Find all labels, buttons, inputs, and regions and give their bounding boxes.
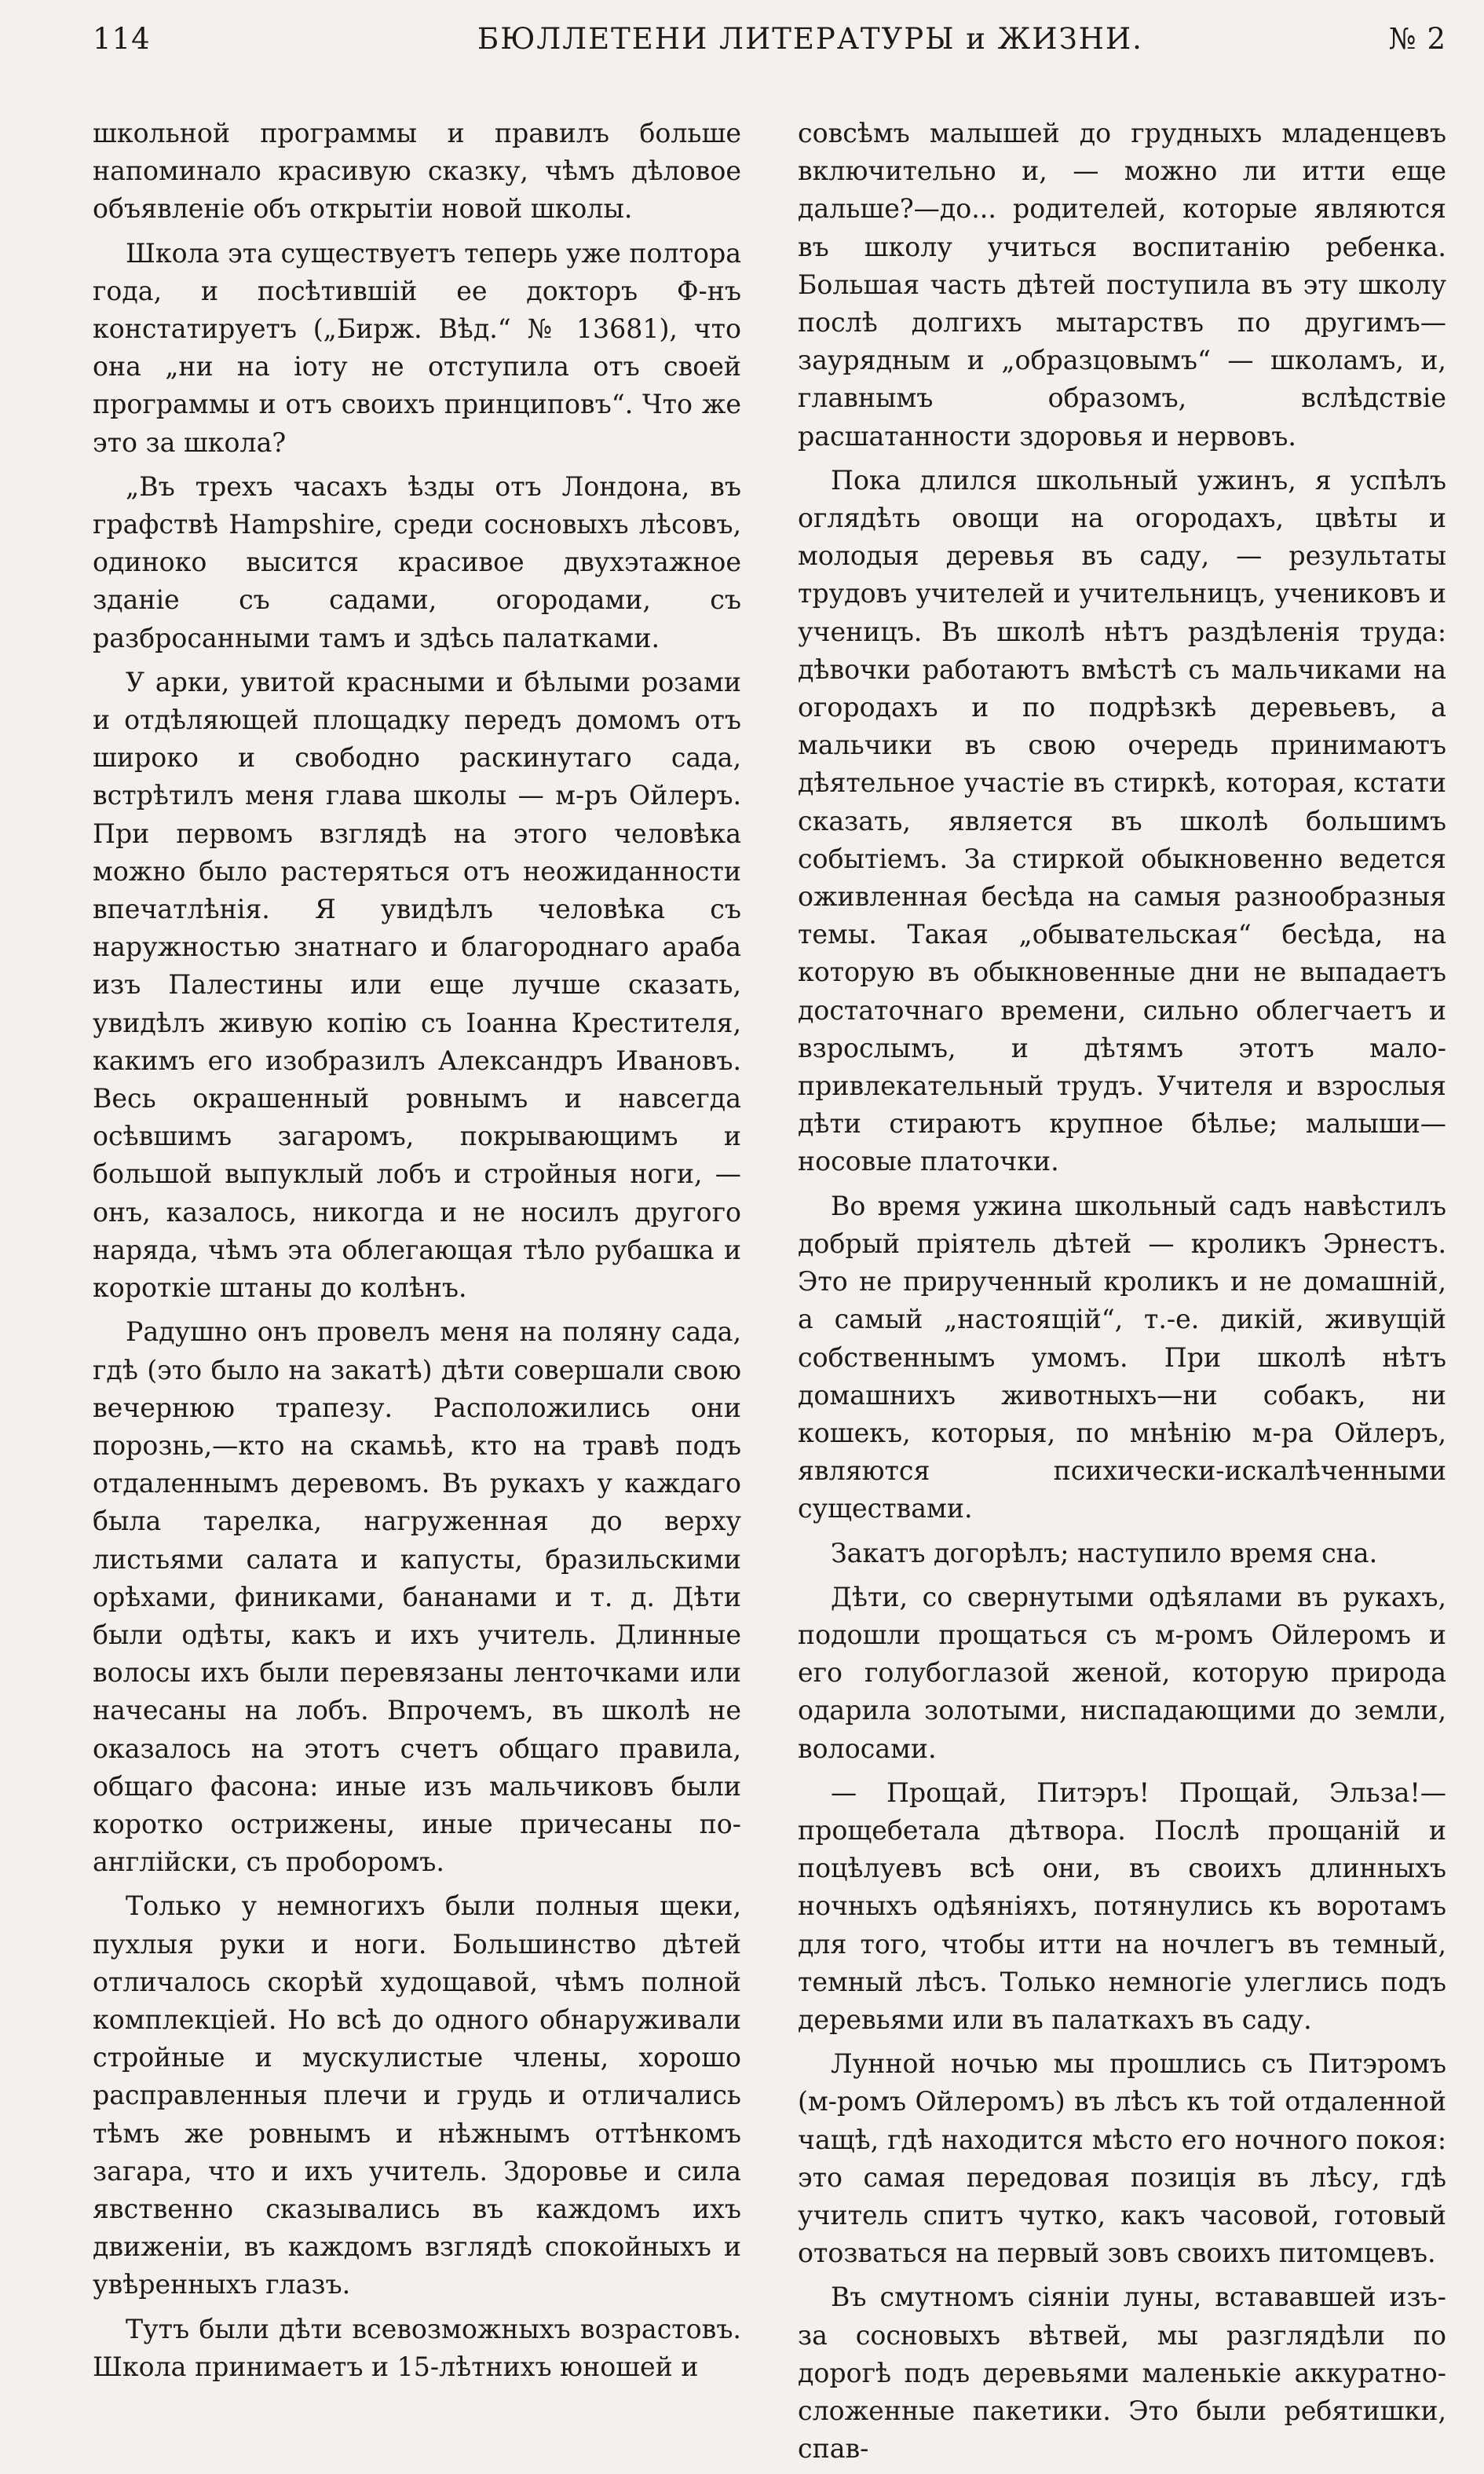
issue-number: № 2 [1388,22,1446,56]
page-number: 114 [93,22,151,56]
paragraph: Въ смутномъ сіяніи луны, встававшей изъ-за сосновыхъ вѣтвей, мы разглядѣли по дорогѣ подъ деревьями маленькіе аккуратно-сложенные пакетики. Это были ребятишки, спав- [798,2282,1446,2465]
paragraph: — Прощай, Питэръ! Прощай, Эльза!—прощебетала дѣтвора. Послѣ прощаній и поцѣлуевъ всѣ они, въ своихъ длинныхъ ночныхъ одѣяніяхъ, потянулись къ воротамъ для того, чтобы итти на ночлегъ въ темный, темный лѣсъ. Только немногіе улеглись подъ деревьями или въ палаткахъ въ саду. [798,1777,1446,2035]
left-column [93,115,741,2474]
paragraph: Дѣти, со свернутыми одѣялами въ рукахъ, подошли прощаться съ м-ромъ Ойлеромъ и его голубоглазой женой, которую природа одарила золотыми, ниспадающими до земли, волосами. [798,1581,1446,1764]
paragraph: Школа эта существуетъ теперь уже полтора года, и посѣтившій ее докторъ Ф-нъ констатируетъ („Бирж. Вѣд.“ № 13681), что она „ни на іоту не отступила отъ своей программы и отъ своихъ принциповъ“. Что же это за школа? [93,237,741,458]
paragraph: „Въ трехъ часахъ ѣзды отъ Лондона, въ графствѣ Hampshire, среди сосновыхъ лѣсовъ, одиноко высится красивое двухэтажное зданіе съ садами, огородами, съ разбросанными тамъ и здѣсь палатками. [93,470,741,653]
paragraph: Пока длился школьный ужинъ, я успѣлъ оглядѣть овощи на огородахъ, цвѣты и молодыя деревья въ саду, — результаты трудовъ учителей и учительницъ, учениковъ и ученицъ. Въ школѣ нѣтъ раздѣленія труда: дѣвочки работаютъ вмѣстѣ съ мальчиками на огородахъ и по подрѣзкѣ деревьевъ, а мальчики въ свою очередь принимаютъ дѣятельное участіе въ стиркѣ, которая, кстати сказать, является въ школѣ большимъ событіемъ. За стиркой обыкновенно ведется оживленная бесѣда на самыя разнообразныя темы. Такая „обывательская“ бесѣда, на которую въ обыкновенные дни не выпадаетъ достаточнаго времени, сильно облегчаетъ и взрослымъ, и дѣтямъ этотъ мало-привлекательный трудъ. Учителя и взрослыя дѣти стираютъ крупное бѣлье; малыши—носовые платочки. [798,464,1446,1177]
paragraph: Во время ужина школьный садъ навѣстилъ добрый пріятель дѣтей — кроликъ Эрнестъ. Это не прирученный кроликъ и не домашній, а самый „настоящій“, т.-е. дикій, живущій собственнымъ умомъ. При школѣ нѣтъ домашнихъ животныхъ—ни собакъ, ни кошекъ, которыя, по мнѣнію м-ра Ойлеръ, являются психически-искалѣченными существами. [798,1190,1446,1524]
paragraph: Только у немногихъ были полныя щеки, пухлыя руки и ноги. Большинство дѣтей отличалось скорѣй худощавой, чѣмъ полной комплекціей. Но всѣ до одного обнаруживали стройные и мускулистые члены, хорошо расправленныя плечи и грудь и отличались тѣмъ же ровнымъ и нѣжнымъ оттѣнкомъ загара, что и ихъ учитель. Здоровье и сила явственно сказывались въ каждомъ ихъ движеніи, въ каждомъ взглядѣ спокойныхъ и увѣренныхъ глазъ. [93,1890,741,2300]
text-columns [93,115,1446,2474]
journal-title: БЮЛЛЕТЕНИ ЛИТЕРАТУРЫ и ЖИЗНИ. [477,22,1143,56]
paragraph: школьной программы и правилъ больше напоминало красивую сказку, чѣмъ дѣловое объявленіе объ открытіи новой школы. [93,118,741,225]
paragraph: Тутъ были дѣти всевозможныхъ возрастовъ. Школа принимаетъ и 15-лѣтнихъ юношей и [93,2313,741,2382]
paragraph: совсѣмъ малышей до грудныхъ младенцевъ включительно и, — можно ли итти еще дальше?—до... родителей, которые являются въ школу учиться воспитанію ребенка. Большая часть дѣтей поступила въ эту школу послѣ долгихъ мытарствъ по другимъ—заурядным и „образцовымъ“ — школамъ, и, главнымъ образомъ, вслѣдствіе расшатанности здоровья и нервовъ. [798,118,1446,452]
paragraph: Закатъ догорѣлъ; наступило время сна. [831,1537,1378,1568]
paragraph: У арки, увитой красными и бѣлыми розами и отдѣляющей площадку передъ домомъ отъ широко и свободно раскинутаго сада, встрѣтилъ меня глава школы — м-ръ Ойлеръ. При первомъ взглядѣ на этого человѣка можно было растеряться отъ неожиданности впечатлѣнія. Я увидѣлъ человѣка съ наружностью знатнаго и благороднаго араба изъ Палестины или еще лучше сказать, увидѣлъ живую копію съ Іоанна Крестителя, какимъ его изобразилъ Александръ Ивановъ. Весь окрашенный ровнымъ и навсегда осѣвшимъ загаромъ, покрывающимъ и большой выпуклый лобъ и стройныя ноги, — онъ, казалось, никогда и не носилъ другого наряда, чѣмъ эта облегающая тѣло рубашка и короткіе штаны до колѣнъ. [93,666,741,1304]
right-column [798,115,1446,2474]
paragraph: Лунной ночью мы прошлись съ Питэромъ (м-ромъ Ойлеромъ) въ лѣсъ къ той отдаленной чащѣ, гдѣ находится мѣсто его ночного покоя: это самая передовая позиція въ лѣсу, гдѣ учитель спитъ чутко, какъ часовой, готовый отозваться на первый зовъ своихъ питомцевъ. [798,2048,1446,2269]
paragraph: Радушно онъ провелъ меня на поляну сада, гдѣ (это было на закатѣ) дѣти совершали свою вечернюю трапезу. Расположились они порознь,—кто на скамьѣ, кто на травѣ подъ отдаленнымъ деревомъ. Въ рукахъ у каждаго была тарелка, нагруженная до верху листьями салата и капусты, бразильскими орѣхами, финиками, бананами и т. д. Дѣти были одѣты, какъ и ихъ учитель. Длинные волосы ихъ были перевязаны ленточками или начесаны на лобъ. Впрочемъ, въ школѣ не оказалось на этотъ счетъ общаго правила, общаго фасона: иные изъ мальчиковъ были коротко острижены, иные причесаны по-англійски, съ проборомъ. [93,1316,741,1878]
running-header [93,22,1446,79]
